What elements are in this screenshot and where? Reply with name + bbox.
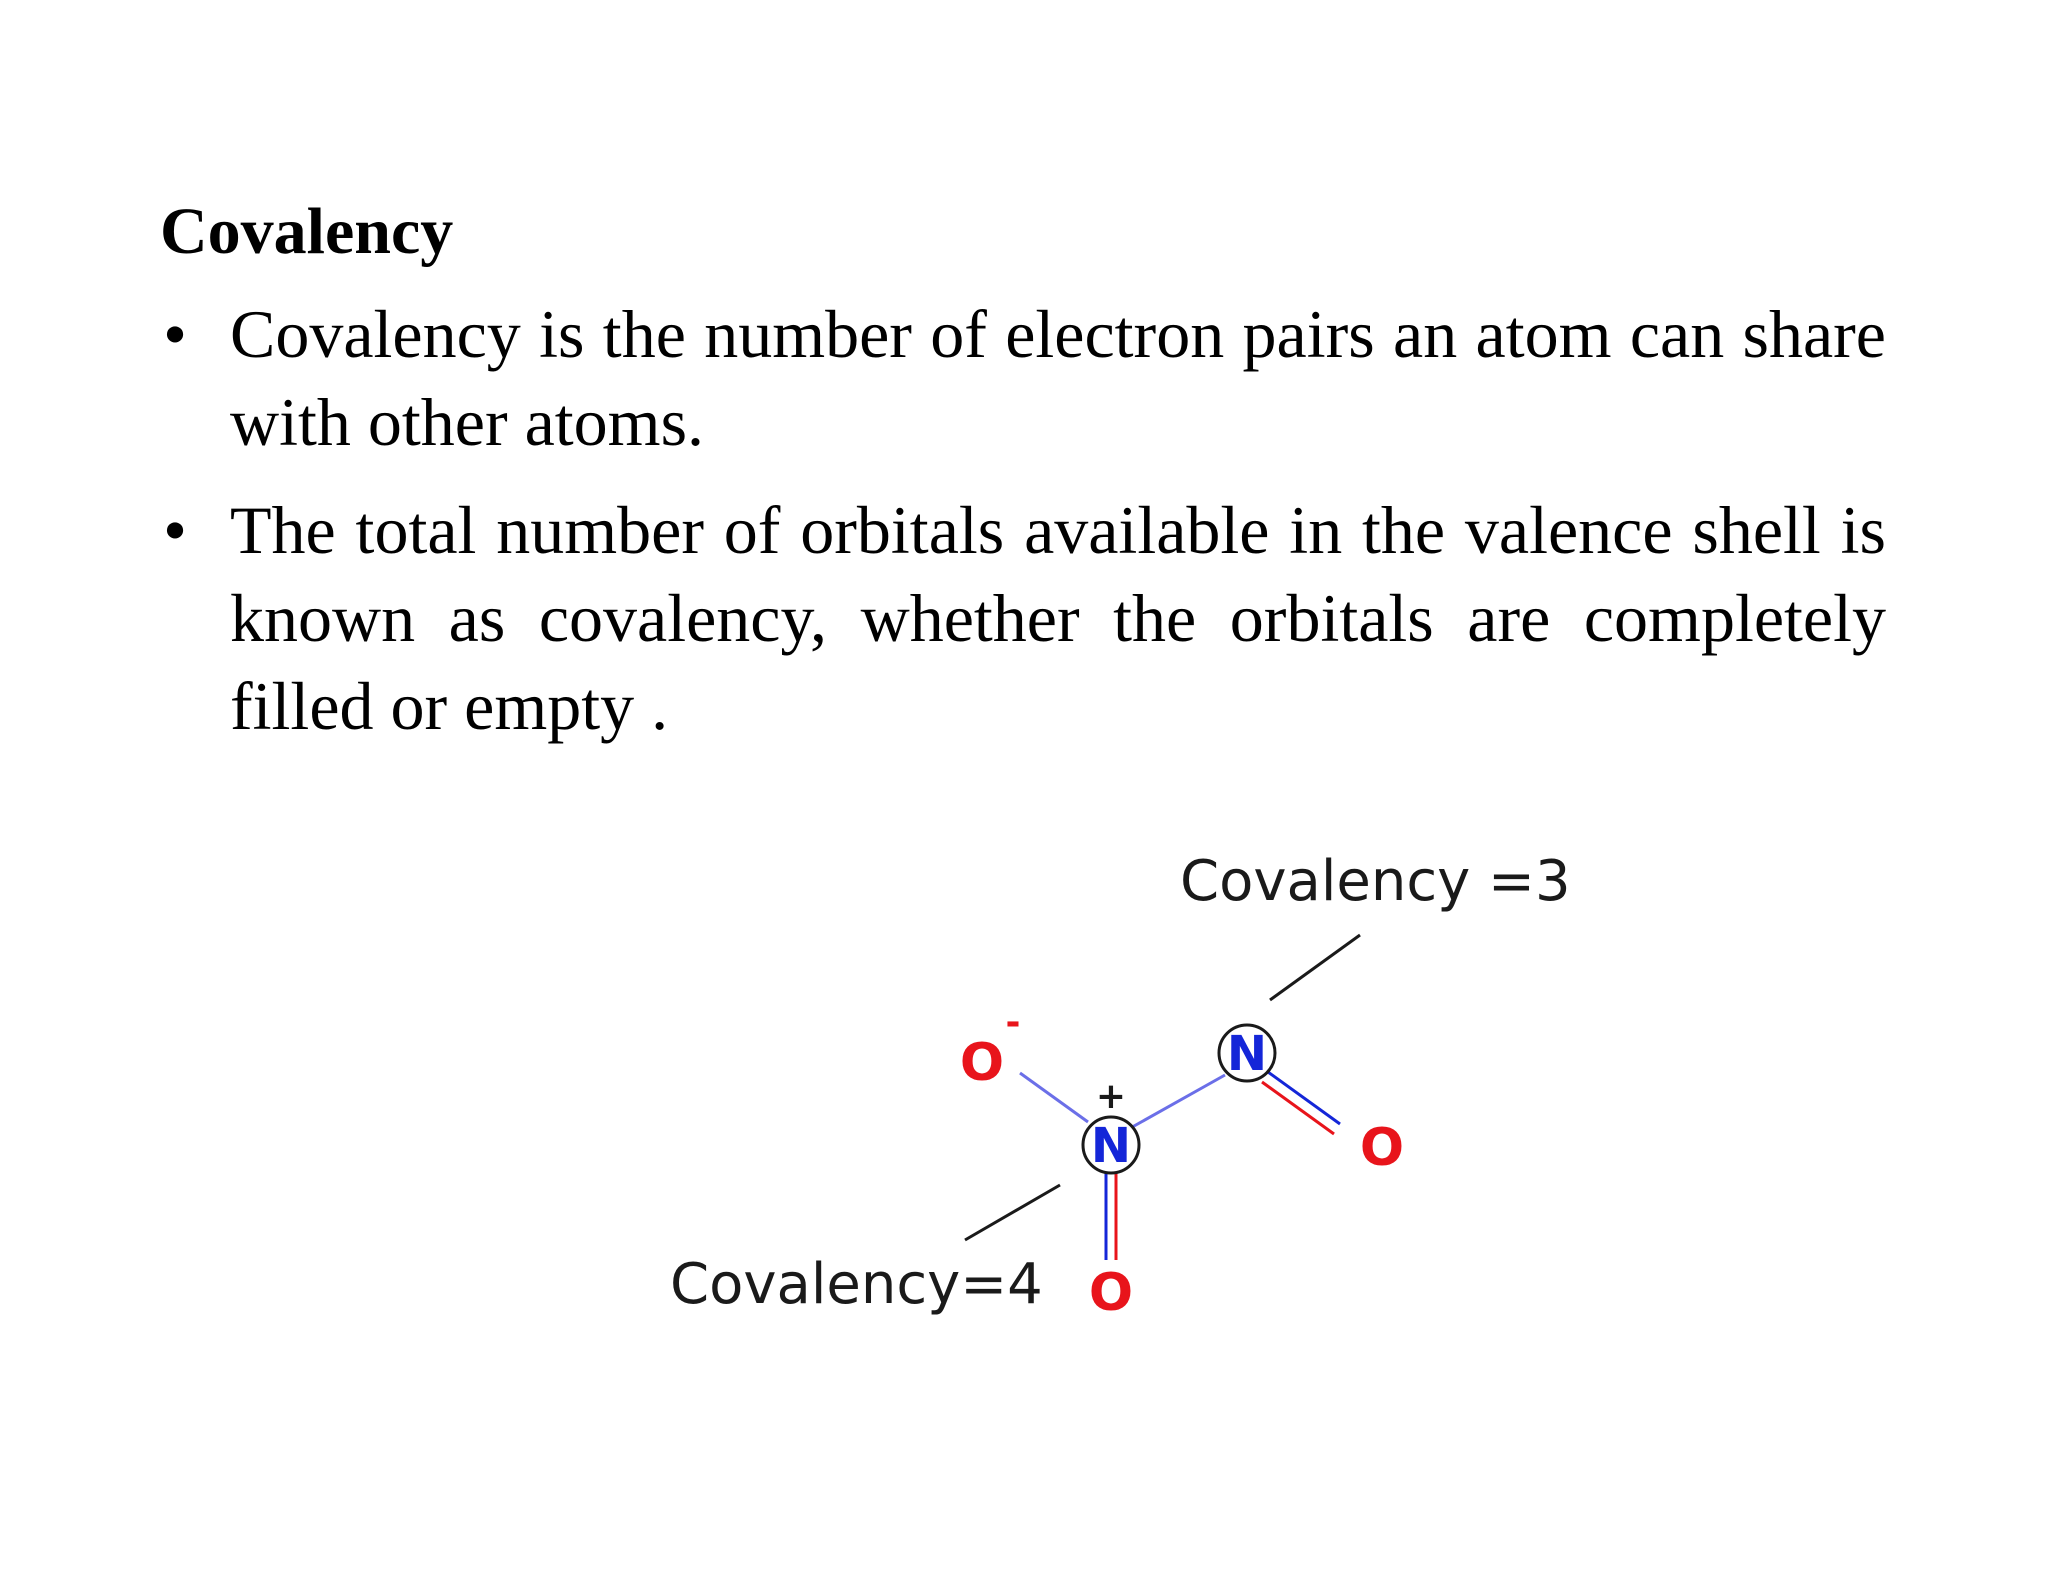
bullet-dot-icon: • (163, 296, 187, 372)
bullet-item (160, 290, 1886, 466)
bond-n-n-single (1118, 1075, 1225, 1135)
leader-line-top (1270, 935, 1360, 1000)
bullet-list (160, 290, 1886, 770)
bullet-text: The total number of orbitals available in the valence shell is known as covalency, whether the orbitals are completely filled or empty . (230, 492, 1886, 744)
molecule-svg (640, 840, 1600, 1360)
bond-n-o-double-d (1262, 1082, 1334, 1134)
positive-charge: + (1095, 1076, 1127, 1117)
bullet-dot-icon: • (163, 492, 187, 568)
covalency-label-bottom: Covalency=4 (670, 1252, 1043, 1317)
bullet-text: Covalency is the number of electron pairs an atom can share with other atoms. (230, 296, 1886, 460)
bond-o-n-single (1020, 1073, 1088, 1122)
bullet-item (160, 486, 1886, 750)
n2o3-structure-diagram (640, 840, 1600, 1360)
nitrogen-atom-left: N (1090, 1118, 1132, 1174)
covalency-label-top: Covalency =3 (1180, 849, 1571, 914)
oxygen-atom-right: O (1359, 1118, 1405, 1178)
oxygen-atom-bottom: O (1088, 1263, 1134, 1323)
nitrogen-atom-right: N (1226, 1026, 1268, 1082)
slide-title: Covalency (160, 195, 454, 268)
leader-line-bottom (965, 1185, 1060, 1240)
oxygen-atom-left: O (959, 1033, 1005, 1093)
bond-n-o-double-c (1268, 1072, 1340, 1124)
negative-charge: - (1005, 1002, 1021, 1043)
